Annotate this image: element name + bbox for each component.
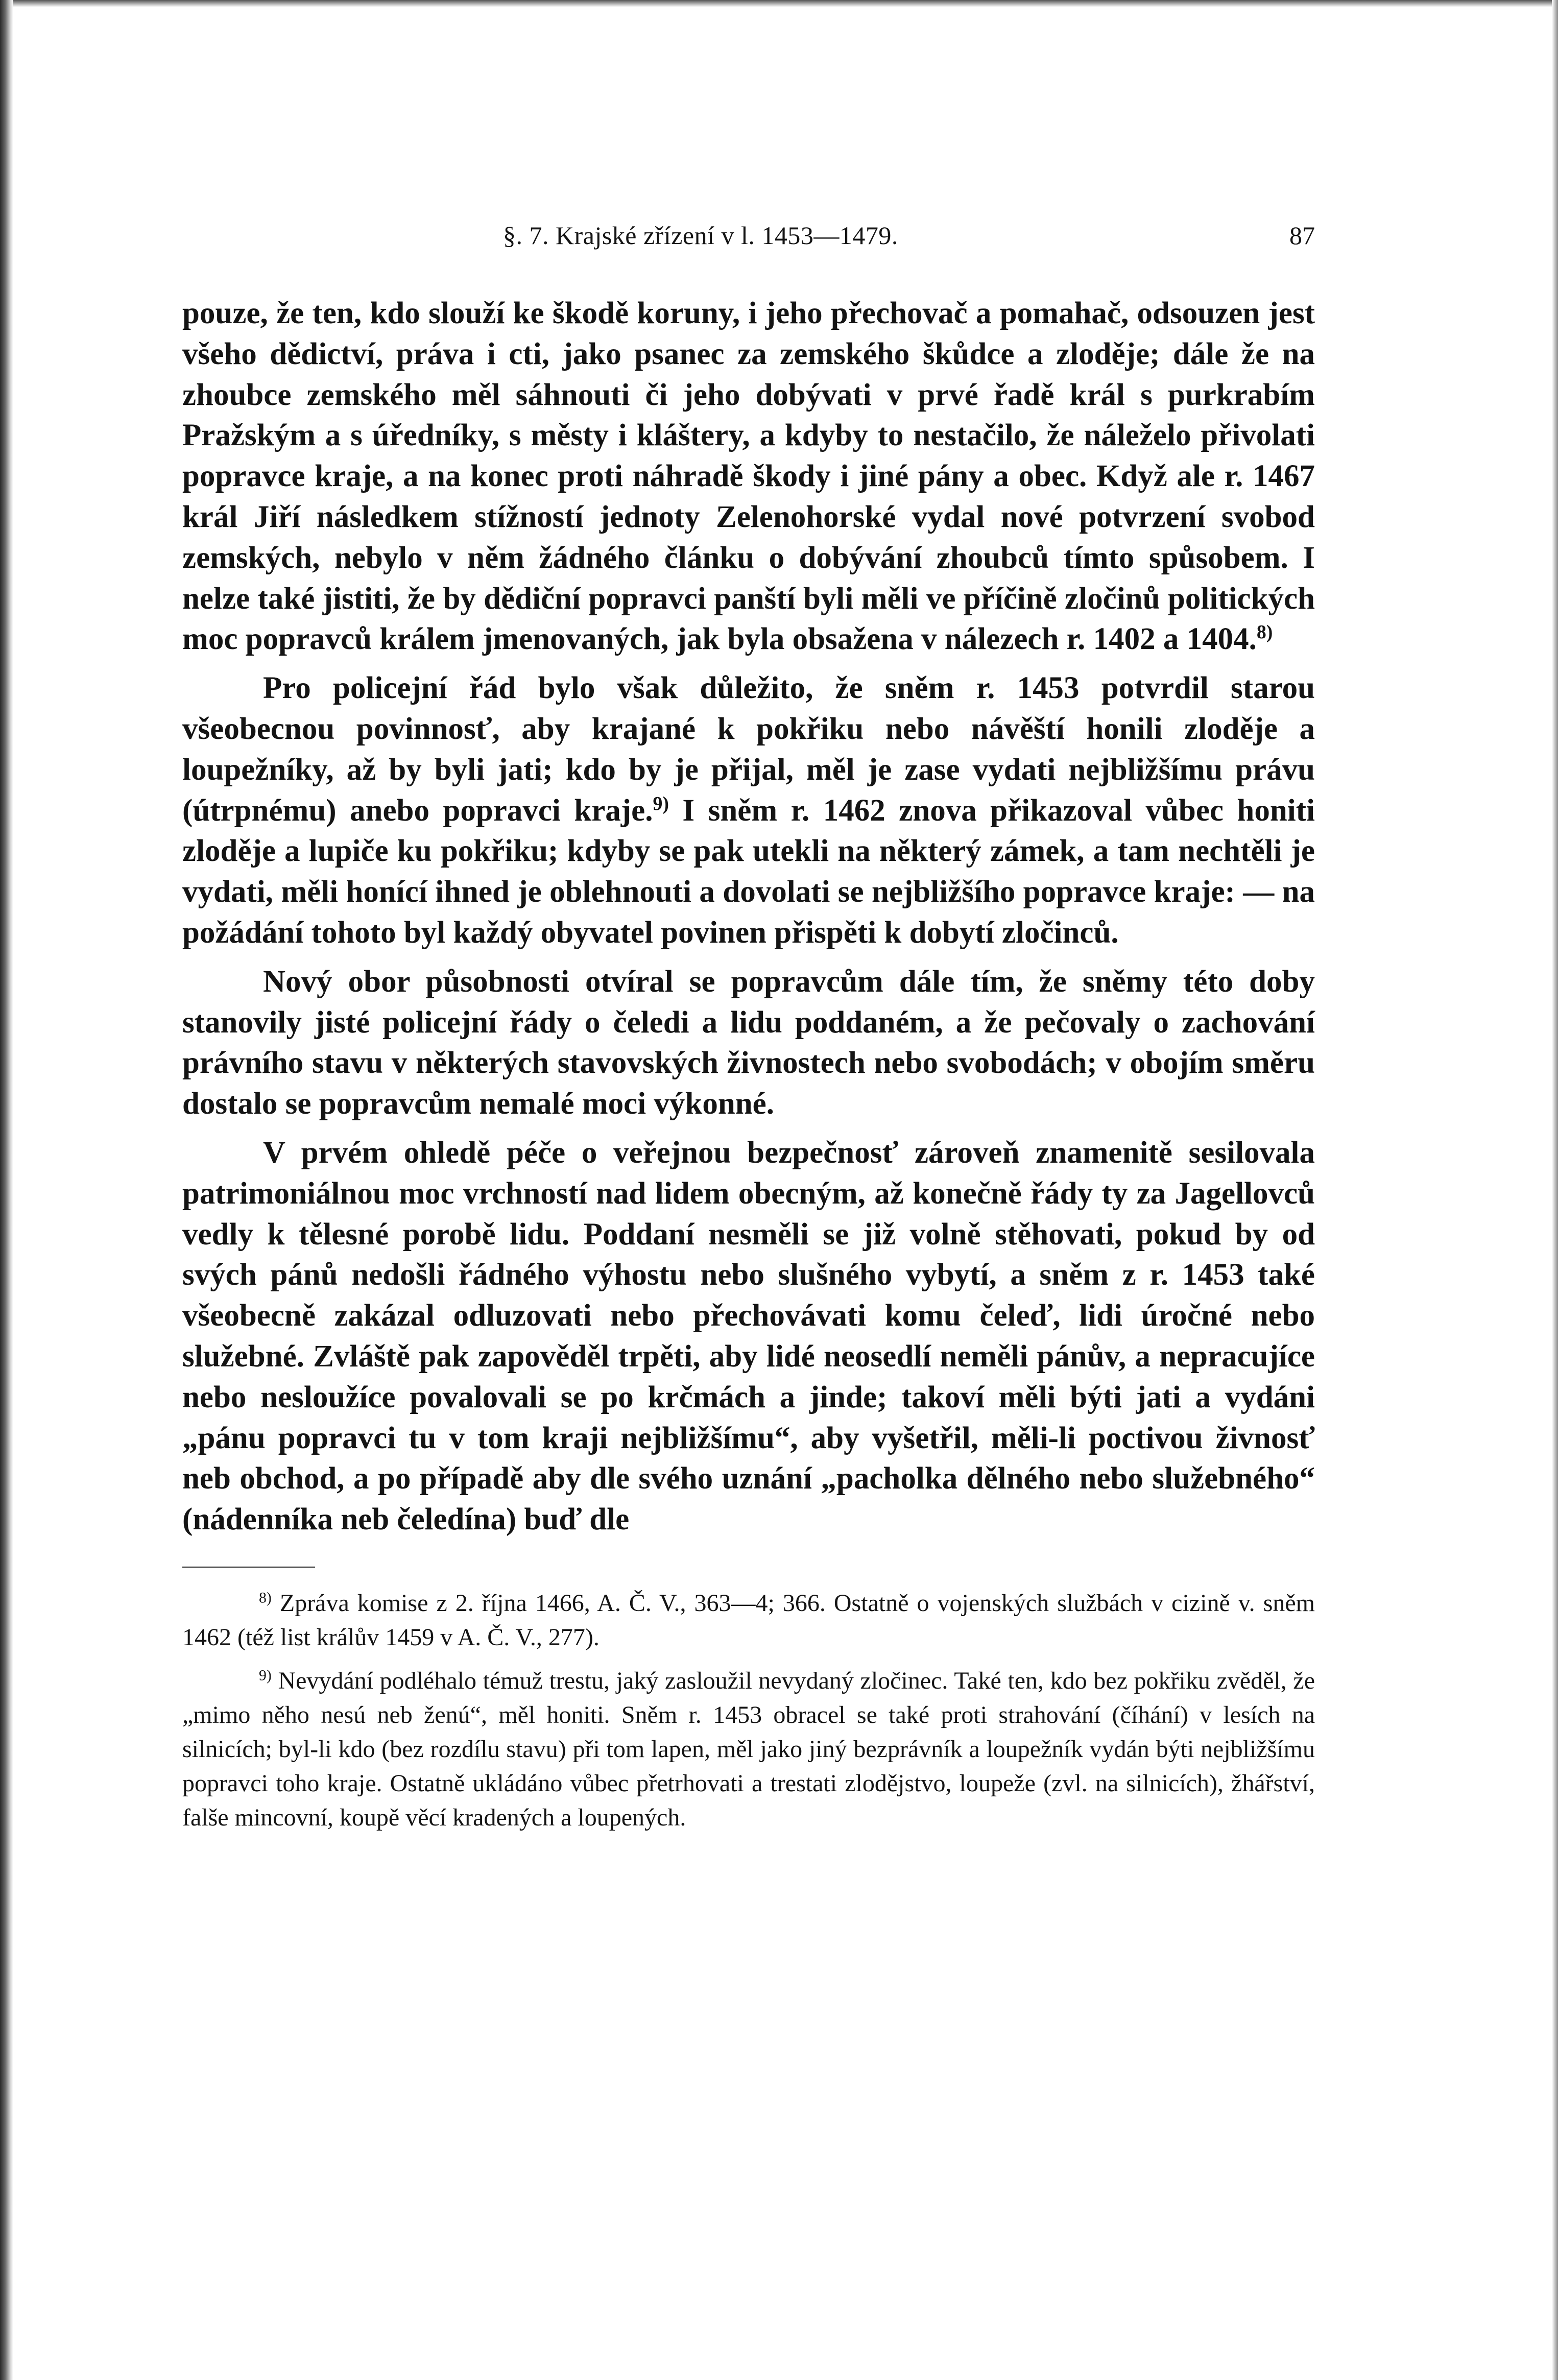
- footnote-ref-8: 8): [1256, 621, 1273, 643]
- paragraph-public-safety: V prvém ohledě péče o veřejnou bezpečnosť zároveň znamenitě sesilovala patrimoniálnou moc vrchností nad lidem obecným, až konečně řády ty za Jagellovců vedly k tělesné porobě lidu. Poddaní nesměli se již volně stěhovati, pokud by od svých pánů nedošli řádného výhostu nebo slušného vybytí, a sněm z r. 1453 také všeobecně zakázal odluzovati nebo přechovávati komu čeleď, lidi úročné nebo služebné. Zvláště pak zapověděl trpěti, aby lidé neosedlí neměli pánův, a nepracujíce nebo nesloužíce povalovali se po krčmách a jinde; takoví měli býti jati a vydáni „pánu popravci tu v tom kraji nejbližšímu“, aby vyšetřil, měli-li poctivou živnosť neb obchod, a po případě aby dle svého uznání „pacholka dělného nebo služebného“ (nádenníka neb čeledína) buď dle: [182, 1135, 1315, 1537]
- scan-edge-right: [1552, 0, 1558, 2380]
- paragraph-1-text: pouze, že ten, kdo slouží ke škodě koruny, i jeho přechovač a pomahač, odsouzen jest všeho dědictví, práva i cti, jako psanec za zemského škůdce a zloděje; dále že na zhoubce zemského měl sáhnouti či jeho dobývati v prvé řadě král s purkrabím Pražským a s úředníky, s městy i kláštery, a kdyby to nestačilo, že náleželo přivolati popravce kraje, a na konec proti náhradě škody i jiné pány a obec. Když ale r. 1467 král Jiří následkem stížností jednoty Zelenohorské vydal nové potvrzení svobod zemských, nebylo v něm žádného článku o dobývání zhoubců tímto spůsobem. I nelze také jistiti, že by dědiční popravci panští byli měli ve příčině zločinů politických moc popravců králem jmenovaných, jak byla obsažena v nálezech r. 1402 a 1404.: [182, 296, 1315, 657]
- footnote-8-mark: 8): [259, 1589, 272, 1606]
- main-text: [182, 293, 1315, 1540]
- paragraph-new-scope: Nový obor působnosti otvíral se popravcům dále tím, že sněmy této doby stanovily jisté policejní řády o čeledi a lidu poddaném, a že pečovaly o zachování právního stavu v některých stavovských živnostech nebo svobodách; v obojím směru dostalo se popravcům nemalé moci výkonné.: [182, 964, 1315, 1121]
- paragraph-2b-text: I sněm r. 1462 znova přikazoval vůbec honiti zloděje a lupiče ku pokřiku; kdyby se pak utekli na některý zámek, a tam nechtěli je vydati, měli honící ihned je oblehnouti a dovolati se nejbližšího popravce kraje: — na požádání tohoto byl každý obyvatel povinen přispěti k dobytí zločinců.: [182, 793, 1315, 950]
- footnote-9: [182, 1664, 1315, 1835]
- footnote-8: [182, 1586, 1315, 1654]
- footnote-separator: [182, 1567, 315, 1568]
- paragraph-police-order: [182, 668, 1315, 953]
- footnotes: [182, 1586, 1315, 1835]
- running-title: §. 7. Krajské zřízení v l. 1453—1479.: [503, 221, 898, 250]
- footnote-9-mark: 9): [259, 1667, 272, 1684]
- book-page: [182, 221, 1315, 1844]
- scan-edge-top: [0, 0, 1558, 7]
- page-number: 87: [1289, 221, 1315, 250]
- footnote-ref-9: 9): [653, 792, 669, 814]
- page-header: [182, 221, 1315, 261]
- paragraph-2a-text: Pro policejní řád bylo však důležito, že sněm r. 1453 potvrdil starou všeobecnou povinnosť, aby krajané k pokřiku nebo návěští honili zloděje a loupežníky, až by byli jati; kdo by je přijal, měl je zase vydati nejbližšímu právu (útrpnému) anebo popravci kraje.: [182, 671, 1315, 828]
- footnote-8-text: Zpráva komise z 2. října 1466, A. Č. V., 363—4; 366. Ostatně o vojenských službách v cizině v. sněm 1462 (též list králův 1459 v A. Č. V., 277).: [182, 1589, 1315, 1651]
- footnote-9-text: Nevydání podléhalo témuž trestu, jaký zasloužil nevydaný zločinec. Také ten, kdo bez pokřiku zvěděl, že „mimo něho nesú neb ženú“, měl honiti. Sněm r. 1453 obracel se také proti strahování (číhání) v lesích na silnicích; byl-li kdo (bez rozdílu stavu) při tom lapen, měl jako jiný bezprávník a loupežník vydán býti nejbližšímu popravci toho kraje. Ostatně ukládáno vůbec přetrhovati a trestati zlodějstvo, loupeže (zvl. na silnicích), žhářství, falše mincovní, koupě věcí kradených a loupených.: [182, 1667, 1315, 1831]
- scan-edge-left: [0, 0, 13, 2380]
- paragraph-continuation: [182, 293, 1315, 660]
